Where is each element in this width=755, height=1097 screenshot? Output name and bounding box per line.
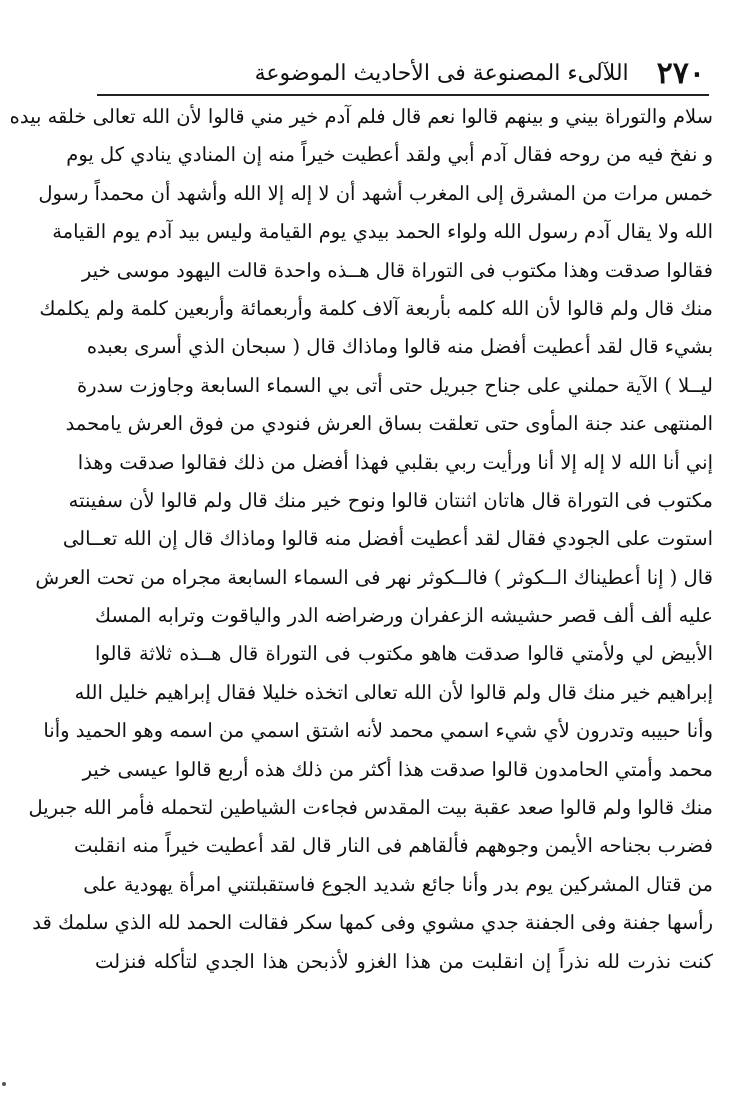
text-line: ليــلا ) الآية حملني على جناح جبريل حتى أتى بي السماء السابعة وجاوزت سدرة — [76, 373, 713, 397]
text-line: مكتوب فى التوراة قال هاتان اثنتان قالوا ونوح خير منك قال ولم قالوا لأن سفينته — [68, 488, 713, 512]
running-head — [95, 52, 705, 94]
text-line: إني أنا الله لا إله إلا أنا ورأيت ربي بقلبي فهذا أفضل من ذلك فقالوا صدقت وهذا — [77, 450, 713, 474]
text-line: إبراهيم خير منك قال ولم قالوا لأن الله تعالى اتخذه خليلا فقال إبراهيم خليل الله — [74, 680, 713, 704]
text-line: وأنا حبيبه وتدرون لأي شيء اسمي محمد لأنه اشتق اسمي من اسمه وهو الحميد وأنا — [43, 719, 713, 743]
text-line: بشيء قال لقد أعطيت أفضل منه قالوا وماذاك قال ( سبحان الذي أسرى بعبده — [86, 335, 713, 359]
text-line: خمس مرات من المشرق إلى المغرب أشهد أن لا إله إلا الله وأشهد أن محمداً رسول — [38, 181, 713, 205]
text-line: فضرب بجناحه الأيمن وجوههم فألقاهم فى النار قال لقد أعطيت خيراً منه انقلبت — [73, 834, 713, 858]
text-line: الأبيض لي ولأمتي قالوا صدقت هاهو مكتوب فى التوراة قال هــذه ثلاثة قالوا — [95, 642, 713, 666]
page-number: ٢٧٠ — [656, 55, 705, 91]
text-line: رأسها جفنة وفى الجفنة جدي مشوي وفى كمها سكر فقالت الحمد لله الذي سلمك قد — [32, 911, 713, 935]
text-line: منك قال ولم قالوا لأن الله كلمه بأربعة آلاف كلمة وأربعمائة وأربعين كلمة ولم يكلمك — [39, 296, 713, 320]
text-line: منك قالوا ولم قالوا صعد عقبة بيت المقدس فجاءت الشياطين لتحمله فأمر الله جبريل — [28, 796, 713, 820]
text-line: محمد وأمتي الحامدون قالوا صدقت هذا أكثر من ذلك هذه أربع قالوا عيسى خير — [82, 757, 713, 781]
text-line: قال ( إنا أعطيناك الــكوثر ) فالــكوثر نهر فى السماء السابعة مجراه من تحت العرش — [35, 565, 713, 589]
text-line: و نفخ فيه من روحه فقال آدم أبي ولقد أعطيت خيراً منه إن المنادي ينادي كل يوم — [66, 143, 713, 167]
text-line: من قتال المشركين يوم بدر وأنا جائع شديد الجوع فاستقبلتني امرأة يهودية على — [83, 872, 713, 896]
header-rule — [97, 94, 709, 96]
text-line: عليه ألف ألف قصر حشيشه الزعفران ورضراضه الدر والياقوت وترابه المسك — [95, 604, 713, 628]
text-line: الله ولا يقال آدم رسول الله ولواء الحمد بيدي يوم القيامة وليس بيد آدم يوم القيامة — [52, 220, 713, 244]
text-line: المنتهى عند جنة المأوى حتى تعلقت بساق العرش فنودي من فوق العرش يامحمد — [65, 412, 713, 436]
text-line: فقالوا صدقت وهذا مكتوب فى التوراة قال هــذه واحدة قالت اليهود موسى خير — [81, 258, 713, 282]
scan-edge-mark — [2, 1082, 6, 1086]
book-title: اللآلىء المصنوعة فى الأحاديث الموضوعة — [254, 60, 629, 86]
text-line: استوت على الجودي فقال لقد أعطيت أفضل منه قالوا وماذاك قال إن الله تعــالى — [62, 527, 713, 551]
body-text — [9, 98, 713, 981]
text-line: كنت نذرت لله نذراً إن انقلبت من هذا الغزو لأذبحن هذا الجدي لتأكله فنزلت — [95, 949, 713, 973]
text-line: سلام والتوراة بيني و بينهم قالوا نعم قال فلم آدم خير مني قالوا لأن الله تعالى خلقه بيده — [9, 105, 713, 128]
